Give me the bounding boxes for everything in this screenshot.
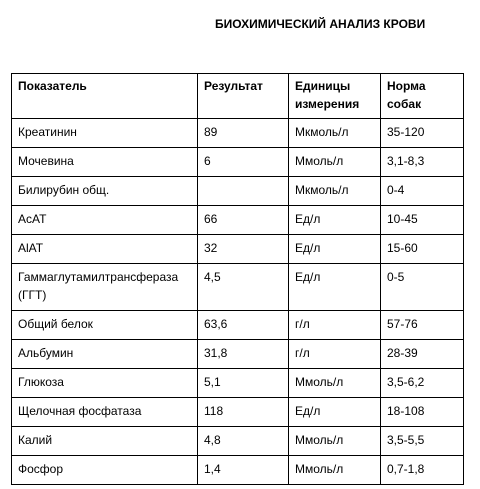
cell-units: Мкмоль/л	[289, 177, 381, 206]
cell-indicator: Мочевина	[12, 148, 198, 177]
cell-units: Ед/л	[289, 235, 381, 264]
cell-units: Ммоль/л	[289, 369, 381, 398]
cell-units: Ммоль/л	[289, 427, 381, 456]
cell-units: Ед/л	[289, 206, 381, 235]
cell-result: 4,8	[198, 427, 289, 456]
header-norm: Норма собак	[381, 74, 464, 119]
table-row	[12, 456, 464, 485]
cell-indicator: Щелочная фосфатаза	[12, 398, 198, 427]
cell-norm: 3,5-6,2	[381, 369, 464, 398]
cell-indicator: AlAT	[12, 235, 198, 264]
cell-indicator: Альбумин	[12, 340, 198, 369]
document-title: БИОХИМИЧЕСКИЙ АНАЛИЗ КРОВИ	[215, 17, 426, 31]
cell-result: 5,1	[198, 369, 289, 398]
cell-result: 31,8	[198, 340, 289, 369]
cell-norm: 57-76	[381, 311, 464, 340]
cell-norm: 18-108	[381, 398, 464, 427]
cell-result: 1,4	[198, 456, 289, 485]
cell-units: Ммоль/л	[289, 456, 381, 485]
cell-norm: 10-45	[381, 206, 464, 235]
header-indicator: Показатель	[12, 74, 198, 119]
cell-indicator: Общий белок	[12, 311, 198, 340]
table-row	[12, 369, 464, 398]
table-row	[12, 398, 464, 427]
cell-indicator: Гаммаглутамилтрансфераза (ГГТ)	[12, 264, 198, 311]
cell-units: г/л	[289, 311, 381, 340]
table-row	[12, 177, 464, 206]
cell-result: 66	[198, 206, 289, 235]
cell-norm: 28-39	[381, 340, 464, 369]
cell-norm: 3,5-5,5	[381, 427, 464, 456]
cell-result: 4,5	[198, 264, 289, 311]
cell-units: Ед/л	[289, 264, 381, 311]
cell-norm: 3,1-8,3	[381, 148, 464, 177]
cell-result: 63,6	[198, 311, 289, 340]
header-units: Единицы измерения	[289, 74, 381, 119]
table-row	[12, 264, 464, 311]
table-row	[12, 148, 464, 177]
table-header-row	[12, 74, 464, 119]
cell-indicator: Глюкоза	[12, 369, 198, 398]
cell-indicator: Калий	[12, 427, 198, 456]
table-row	[12, 235, 464, 264]
blood-analysis-table	[11, 73, 464, 485]
cell-units: г/л	[289, 340, 381, 369]
cell-norm: 15-60	[381, 235, 464, 264]
cell-units: Ммоль/л	[289, 148, 381, 177]
cell-indicator: Креатинин	[12, 119, 198, 148]
table-row	[12, 340, 464, 369]
cell-norm: 0-5	[381, 264, 464, 311]
cell-units: Мкмоль/л	[289, 119, 381, 148]
cell-indicator: Фосфор	[12, 456, 198, 485]
cell-result: 32	[198, 235, 289, 264]
header-result: Результат	[198, 74, 289, 119]
table-row	[12, 311, 464, 340]
table-row	[12, 119, 464, 148]
cell-result: 6	[198, 148, 289, 177]
cell-result	[198, 177, 289, 206]
cell-norm: 35-120	[381, 119, 464, 148]
cell-indicator: АсАТ	[12, 206, 198, 235]
table-row	[12, 427, 464, 456]
cell-result: 118	[198, 398, 289, 427]
table-row	[12, 206, 464, 235]
cell-units: Ед/л	[289, 398, 381, 427]
cell-indicator: Билирубин общ.	[12, 177, 198, 206]
cell-norm: 0-4	[381, 177, 464, 206]
cell-result: 89	[198, 119, 289, 148]
cell-norm: 0,7-1,8	[381, 456, 464, 485]
